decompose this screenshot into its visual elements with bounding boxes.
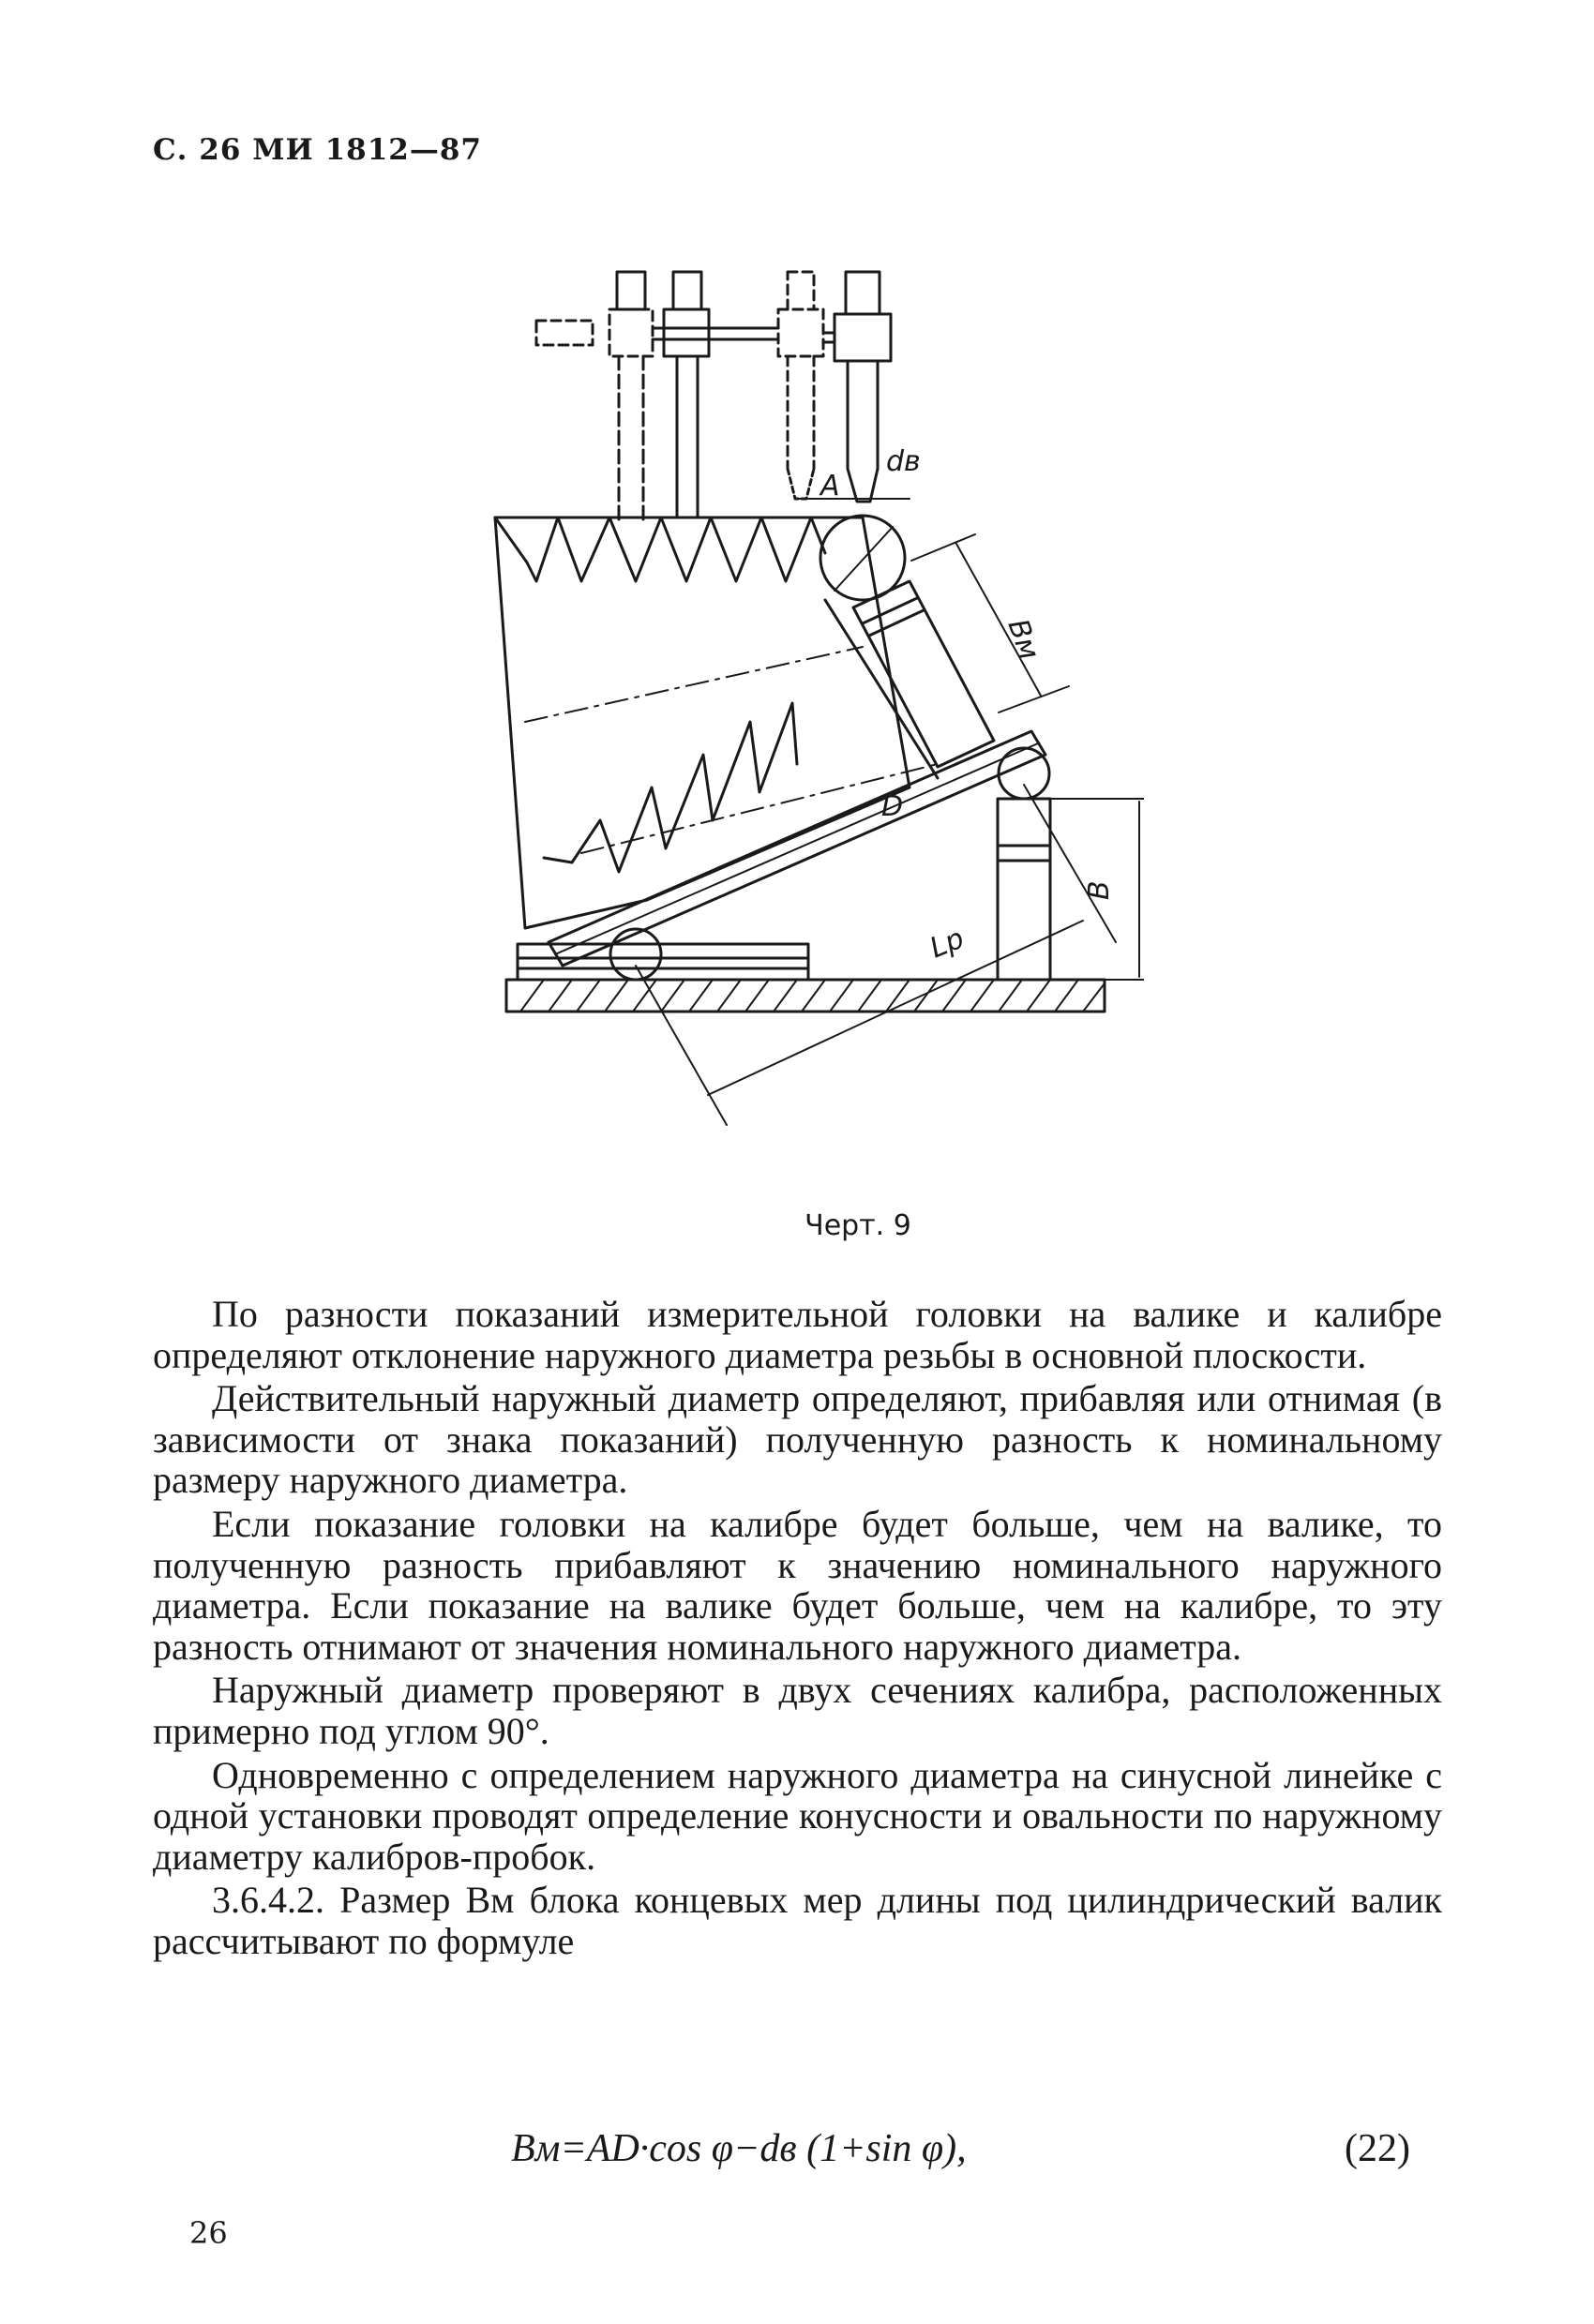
sine-bar-roller-left xyxy=(610,929,661,980)
thread-profile-bottom xyxy=(544,703,797,872)
technical-drawing xyxy=(469,253,1144,1134)
label-lp: Lp xyxy=(925,922,970,966)
page-number: 26 xyxy=(189,2215,228,2251)
drawing-figure xyxy=(469,253,1144,1134)
body-text xyxy=(153,1294,1442,1965)
label-bm: Bм xyxy=(1000,614,1046,665)
formula: Bм=AD·cos φ−dв (1+sin φ), xyxy=(511,2127,967,2170)
paragraph-3: Если показание головки на калибре будет больше, чем на валике, то полученную разность прибавляют к значению номинального наружного диаметра. Если показание на валике будет больше, чем на калибре, то эту разность отнимают от значения номинального наружного диаметра. xyxy=(153,1502,1442,1668)
paragraph-2: Действительный наружный диаметр определяют, прибавляя или отнимая (в зависимости от знака показаний) полученную разность к номинальному размеру наружного диаметра. xyxy=(153,1377,1442,1502)
figure-caption: Черт. 9 xyxy=(805,1209,911,1242)
sine-bar-roller-right xyxy=(999,748,1049,799)
label-a: A xyxy=(820,470,840,502)
thread-profile-top xyxy=(495,517,825,581)
paragraph-5: Одновременно с определением наружного диаметра на синусной линейке с одной установки проводят определение конусности и овальности по наружному диаметру калибров-пробок. xyxy=(153,1753,1442,1878)
base-hatching xyxy=(520,980,1105,1012)
paragraph-1: По разности показаний измерительной головки на валике и калибре определяют отклонение наружного диаметра резьбы в основной плоскости. xyxy=(153,1293,1442,1376)
gauge-block-stack xyxy=(998,799,1050,980)
gauge-plug-body xyxy=(495,517,910,928)
page-header: С. 26 МИ 1812—87 xyxy=(153,133,483,167)
label-db: dв xyxy=(886,445,921,478)
paragraph-6: 3.6.4.2. Размер Bм блока концевых мер длины под цилиндрический валик рассчитывают по формуле xyxy=(153,1879,1442,1962)
label-d: D xyxy=(881,790,904,823)
formula-number: (22) xyxy=(1345,2127,1410,2170)
paragraph-4: Наружный диаметр проверяют в двух сечениях калибра, расположенных примерно под углом 90°. xyxy=(153,1669,1442,1752)
label-b: B xyxy=(1083,880,1116,900)
